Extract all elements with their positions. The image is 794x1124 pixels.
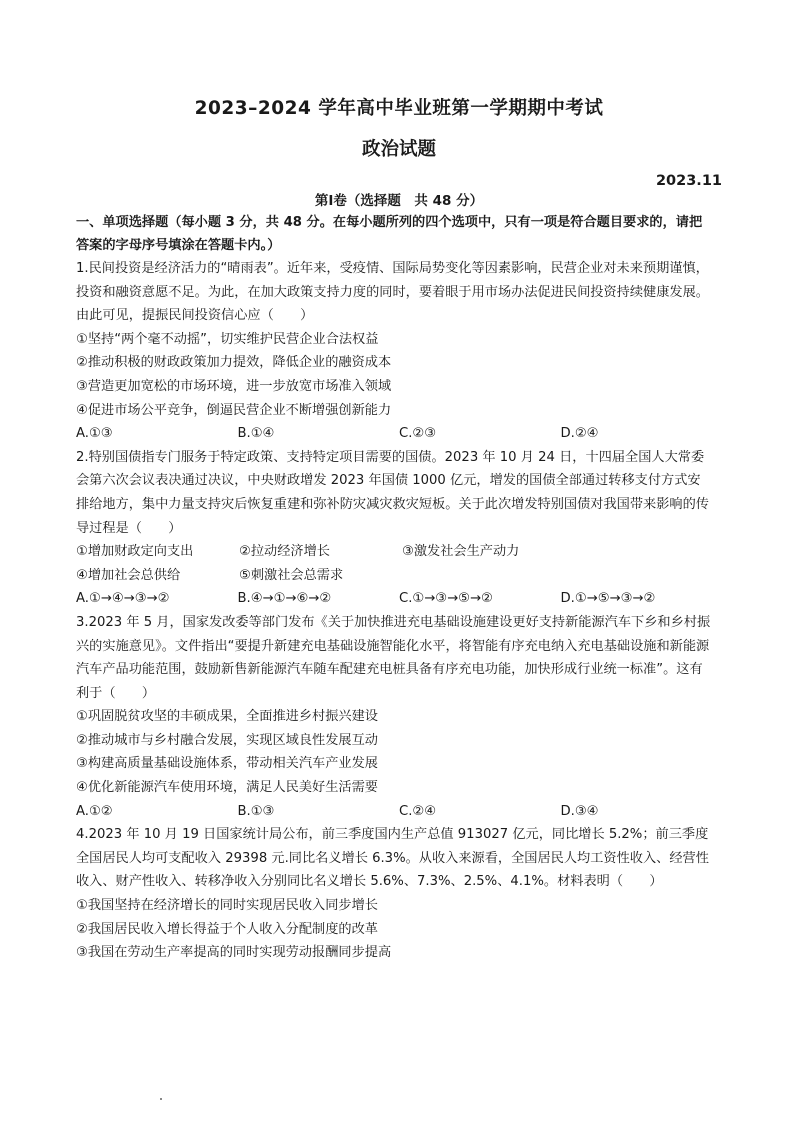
option-a: A.①②	[76, 803, 113, 819]
statement-item: ④优化新能源汽车使用环境，满足人民美好生活需要	[76, 780, 378, 796]
statement-item: ①我国坚持在经济增长的同时实现居民收入同步增长	[76, 898, 378, 914]
exam-title: 2023–2024 学年高中毕业班第一学期期中考试	[194, 98, 604, 119]
question-text-line: 1.民间投资是经济活力的“晴雨表”。近年来，受疫情、国际局势变化等因素影响，民营企业对未来预期谨慎，	[76, 261, 709, 276]
option-b: B.①③	[237, 803, 275, 819]
question-text-line: 2.特别国债指专门服务于特定政策、支持特定项目需要的国债。2023 年 10 月 24 日，十四届全国人大常委	[76, 449, 705, 465]
statement-item: ④增加社会总供给	[76, 567, 181, 583]
statement-item: ①巩固脱贫攻坚的丰硕成果，全面推进乡村振兴建设	[76, 709, 378, 725]
option-c: C.②④	[399, 803, 437, 819]
section-instruction-line-2: 答案的字母序号填涂在答题卡内。）	[76, 238, 281, 253]
question-text-line: 4.2023 年 10 月 19 日国家统计局公布，前三季度国内生产总值 913027 亿元，同比增长 5.2%；前三季度	[76, 827, 709, 843]
statement-item: ②拉动经济增长	[239, 544, 330, 560]
statement-grid	[76, 540, 722, 587]
statement-item: ③激发社会生产动力	[402, 544, 520, 560]
question-text-line: 由此可见，提振民间投资信心应（ ）	[76, 308, 314, 324]
statement-item: ②我国居民收入增长得益于个人收入分配制度的改革	[76, 921, 378, 937]
exam-page	[76, 96, 722, 965]
question-text-line: 导过程是（ ）	[76, 520, 182, 536]
option-c: C.②③	[399, 426, 437, 442]
option-b: B.①④	[237, 426, 275, 442]
statement-item: ②推动城市与乡村融合发展，实现区域良性发展互动	[76, 732, 378, 748]
statement-item: ②推动积极的财政政策加力提效，降低企业的融资成本	[76, 355, 392, 371]
exam-date: 2023.11	[655, 173, 722, 189]
answer-options	[76, 587, 722, 611]
exam-subject: 政治试题	[361, 139, 436, 160]
statement-item: ①增加财政定向支出	[76, 544, 194, 560]
option-a: A.①③	[76, 426, 113, 442]
question-text-line: 汽车产品功能范围，鼓励新售新能源汽车随车配建充电桩具备有序充电功能，加快形成行业统一标准”。这有	[76, 662, 703, 678]
statement-item: ③构建高质量基础设施体系，带动相关汽车产业发展	[76, 756, 378, 772]
option-d: D.②④	[560, 426, 599, 442]
section-instruction-line-1: 一、单项选择题（每小题 3 分，共 48 分。在每小题所列的四个选项中，只有一项是符合题目要求的，请把	[76, 215, 703, 230]
question-2	[76, 446, 722, 611]
question-4	[76, 823, 722, 965]
question-text-line: 3.2023 年 5 月，国家发改委等部门发布《关于加快推进充电基础设施建设更好支持新能源汽车下乡和乡村振	[76, 614, 711, 630]
statement-item: ①坚持“两个毫不动摇”，切实维护民营企业合法权益	[76, 331, 379, 347]
statement-item: ③我国在劳动生产率提高的同时实现劳动报酬同步提高	[76, 945, 392, 961]
question-text-line: 排给地方，集中力量支持灾后恢复重建和弥补防灾减灾救灾短板。关于此次增发特别国债对我国带来影响的传	[76, 496, 709, 512]
option-b: B.④→①→⑥→②	[237, 591, 332, 607]
question-1	[76, 257, 722, 446]
answer-options	[76, 422, 722, 446]
option-d: D.①→⑤→③→②	[560, 591, 656, 607]
question-text-line: 收入、财产性收入、转移净收入分别同比名义增长 5.6%、7.3%、2.5%、4.1%。材料表明（ ）	[76, 874, 663, 890]
section-title: 第Ⅰ卷（选择题 共 48 分）	[314, 193, 484, 209]
question-text-line: 利于（ ）	[76, 685, 156, 701]
question-3	[76, 611, 722, 823]
question-text-line: 投资和融资意愿不足。为此，在加大政策支持力度的同时，要着眼于用市场办法促进民间投资持续健康发展。	[76, 284, 709, 300]
statement-item: ④促进市场公平竞争，倒逼民营企业不断增强创新能力	[76, 402, 392, 418]
scan-dot	[160, 1098, 162, 1100]
statement-item: ③营造更加宽松的市场环境，进一步放宽市场准入领域	[76, 378, 392, 394]
option-c: C.①→③→⑤→②	[399, 591, 493, 607]
question-text-line: 全国居民人均可支配收入 29398 元.同比名义增长 6.3%。从收入来源看，全国居民人均工资性收入、经营性	[76, 850, 709, 866]
question-text-line: 兴的实施意见》。文件指出“要提升新建充电基础设施智能化水平，将智能有序充电纳入充电基础设施和新能源	[76, 638, 710, 654]
statement-item: ⑤刺激社会总需求	[239, 567, 344, 583]
answer-options	[76, 800, 722, 824]
option-a: A.①→④→③→②	[76, 591, 170, 607]
question-text-line: 会第六次会议表决通过决议，中央财政增发 2023 年国债 1000 亿元，增发的国债全部通过转移支付方式安	[76, 473, 701, 489]
option-d: D.③④	[560, 803, 599, 819]
